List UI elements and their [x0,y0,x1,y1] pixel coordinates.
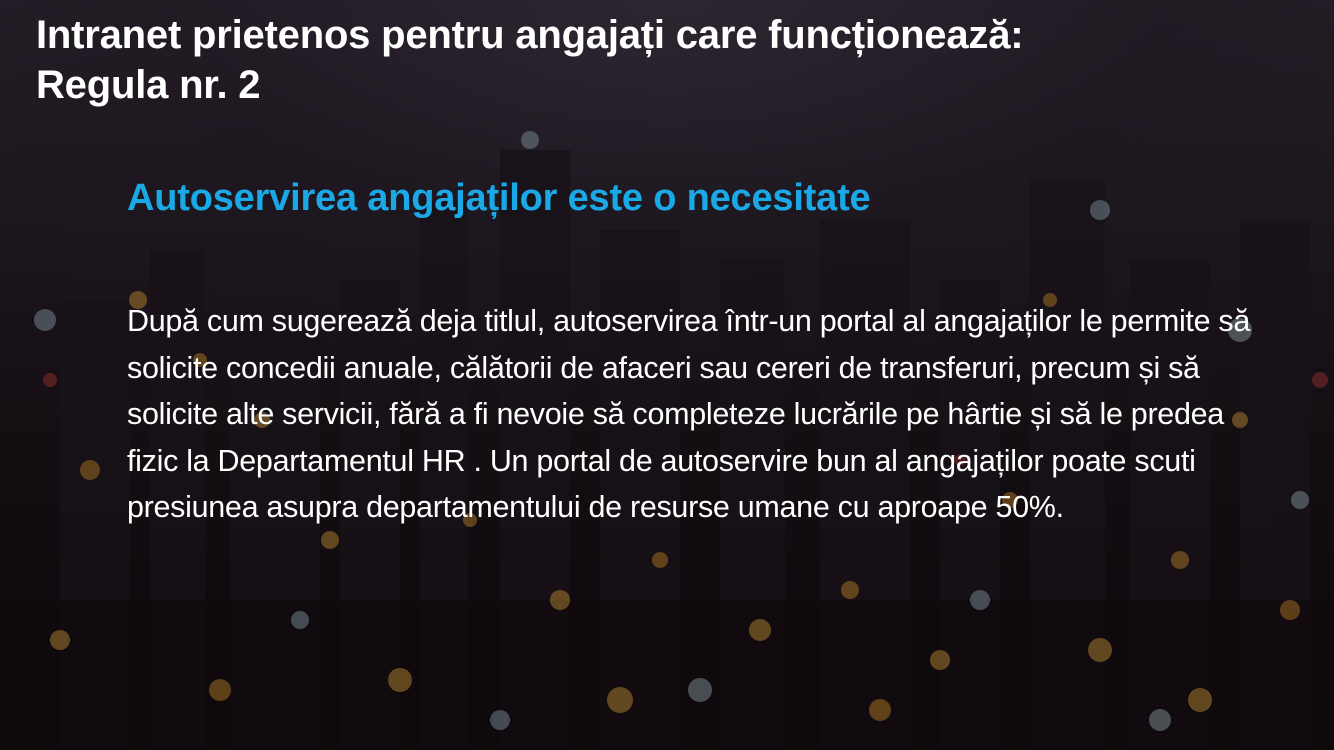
slide-title-line-2: Regula nr. 2 [36,63,261,107]
slide-subtitle: Autoservirea angajaților este o necesitate [127,177,871,219]
slide-title [36,10,1296,110]
slide-body-text: După cum sugerează deja titlul, autoservirea într-un portal al angajaților le permite să solicite concedii anuale, călătorii de afaceri sau cereri de transferuri, precum și să solicite alte servicii, fără a fi nevoie să completeze lucrările pe hârtie și să le predea fizic la Departamentul HR . Un portal de autoservire bun al angajaților poate scuti presiunea asupra departamentului de resurse umane cu aproape 50%. [127,304,1251,524]
slide-title-line-1: Intranet prietenos pentru angajați care funcționează: [36,13,1024,57]
